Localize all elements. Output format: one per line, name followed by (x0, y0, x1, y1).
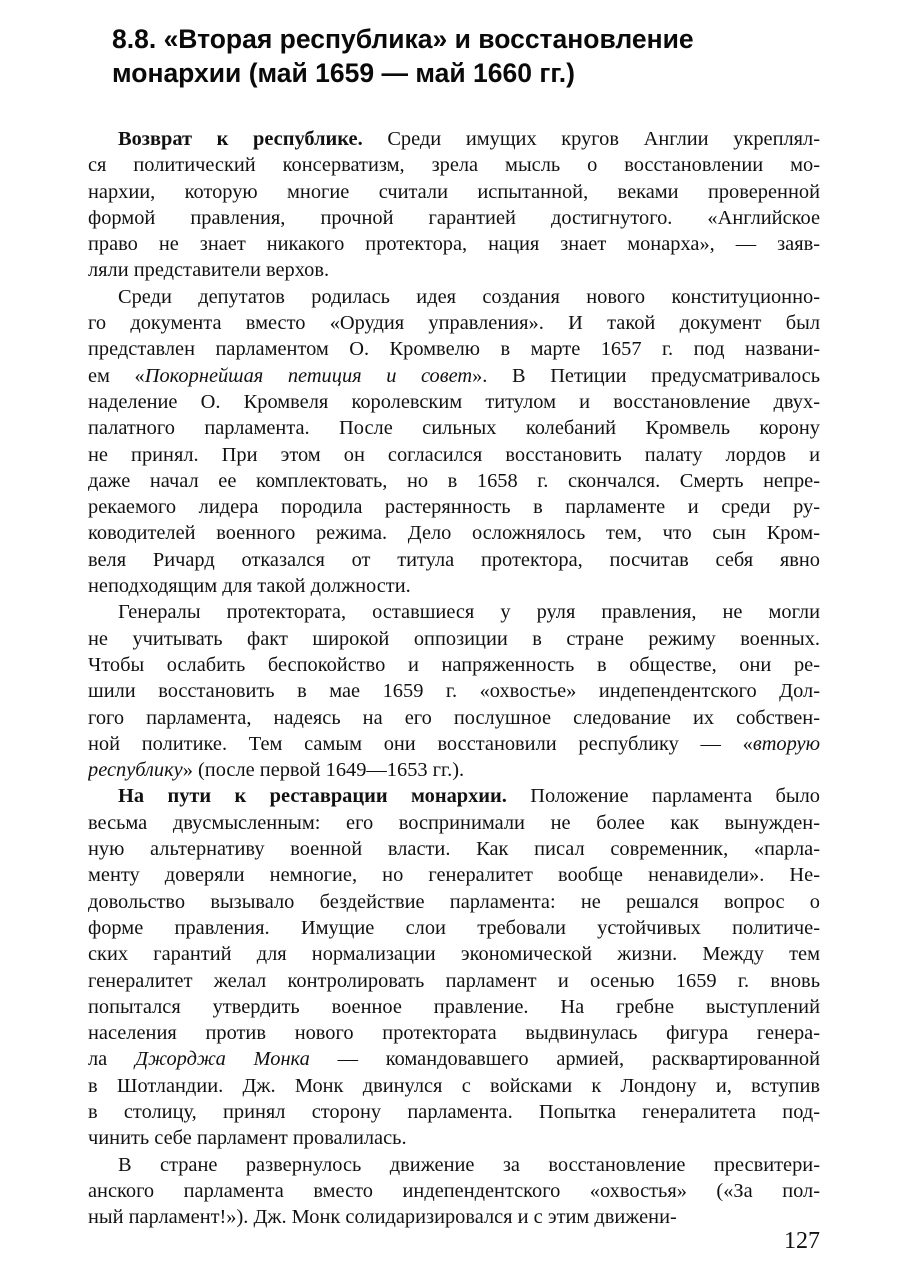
text-run: ла (88, 1048, 136, 1071)
text-run: веля Ричард отказался от титула протектора, посчитав себя явно (88, 548, 820, 571)
text-line (88, 652, 820, 678)
text-line (88, 626, 820, 652)
italic-term: вторую (752, 732, 820, 755)
text-line (88, 1178, 820, 1204)
text-line (88, 915, 820, 941)
text-run: ем « (88, 364, 145, 387)
text-line (88, 731, 820, 757)
text-line (88, 205, 820, 231)
text-line (88, 336, 820, 362)
text-run: палатного парламента. После сильных колебаний Кромвель корону (88, 417, 820, 440)
text-run: менту доверяли немногие, но генералитет вообще ненавидели». Не- (88, 864, 820, 887)
text-run: ный парламент!»). Дж. Монк солидаризировался и с этим движени- (88, 1206, 677, 1229)
text-line (88, 757, 820, 783)
italic-term: Джорджа Монка (135, 1048, 310, 1071)
text-run: не учитывать факт широкой оппозиции в стране режиму военных. (88, 627, 820, 650)
text-line (88, 363, 820, 389)
italic-term: республику (88, 759, 183, 782)
text-line (88, 599, 820, 625)
text-run: право не знает никакого протектора, нация знает монарха», — заяв- (88, 233, 820, 256)
text-run: ководителей военного режима. Дело осложнялось тем, что сын Кром- (88, 522, 820, 545)
text-run: шили восстановить в мае 1659 г. «охвостье» индепендентского Дол- (88, 680, 820, 703)
text-run: попытался утвердить военное правление. На гребне выступлений (88, 995, 820, 1018)
text-run: ских гарантий для нормализации экономической жизни. Между тем (88, 943, 820, 966)
text-run: ляли представители верхов. (88, 259, 330, 282)
text-run: населения против нового протектората выдвинулась фигура генера- (88, 1022, 820, 1045)
text-run: представлен парламентом О. Кромвелю в марте 1657 г. под названи- (88, 338, 820, 361)
text-run: Среди имущих кругов Англии укреплял- (362, 128, 820, 150)
text-line (88, 468, 820, 494)
text-line (88, 1020, 820, 1046)
text-line (88, 415, 820, 441)
paragraph (88, 783, 820, 1151)
text-run: В стране развернулось движение за восстановление пресвитери- (118, 1153, 820, 1176)
page-number: 127 (784, 1228, 820, 1254)
text-line (88, 573, 820, 599)
text-line (88, 705, 820, 731)
text-run: анского парламента вместо индепендентского «охвостья» («За пол- (88, 1179, 820, 1202)
paragraph-heading: Возврат к республике. (118, 128, 363, 150)
italic-term: Покорнейшая петиция и совет (144, 364, 473, 387)
text-line (88, 1073, 820, 1099)
text-run: неподходящим для такой должности. (88, 575, 411, 598)
text-line (88, 889, 820, 915)
text-run: гого парламента, надеясь на его послушное следование их собствен- (88, 706, 820, 729)
text-run: форме правления. Имущие слои требовали устойчивых политиче- (88, 916, 820, 939)
paragraph-heading: На пути к реставрации монархии. (118, 785, 507, 808)
text-run: го документа вместо «Орудия управления». И такой документ был (88, 312, 820, 335)
text-run: формой правления, прочной гарантией достигнутого. «Английское (88, 206, 820, 229)
text-run: наделение О. Кромвеля королевским титулом и восстановление двух- (88, 390, 820, 413)
paragraph (88, 284, 820, 600)
text-line (88, 442, 820, 468)
text-run: не принял. При этом он согласился восстановить палату лордов и (88, 443, 820, 466)
text-line (88, 310, 820, 336)
text-run: в Шотландии. Дж. Монк двинулся с войсками к Лондону и, вступив (88, 1074, 820, 1097)
text-line (88, 284, 820, 310)
text-line (88, 152, 820, 178)
section-title-line-1: 8.8. «Вторая республика» и восстановление (112, 24, 694, 54)
text-line (88, 520, 820, 546)
text-line (88, 257, 820, 283)
text-line (88, 1204, 820, 1230)
text-line (88, 783, 820, 809)
text-run: — командовавшего армией, расквартированной (309, 1048, 820, 1071)
text-line (88, 810, 820, 836)
paragraph (88, 126, 820, 284)
text-line (88, 1125, 820, 1151)
text-line (88, 126, 820, 152)
text-line (88, 994, 820, 1020)
text-line (88, 1152, 820, 1178)
paragraph (88, 1152, 820, 1231)
text-run: ной политике. Тем самым они восстановили республику — « (88, 732, 753, 755)
text-line (88, 179, 820, 205)
section-title (112, 22, 832, 90)
text-run: Положение парламента было (506, 785, 820, 808)
text-run: ную альтернативу военной власти. Как писал современник, «парла- (88, 838, 820, 861)
text-line (88, 678, 820, 704)
text-run: ». В Петиции предусматривалось (472, 364, 820, 387)
text-line (88, 836, 820, 862)
text-run: в столицу, принял сторону парламента. Попытка генералитета под- (88, 1100, 820, 1123)
text-run: весьма двусмысленным: его воспринимали не более как вынужден- (88, 811, 820, 834)
text-run: даже начал ее комплектовать, но в 1658 г. скончался. Смерть непре- (88, 469, 820, 492)
text-line (88, 547, 820, 573)
text-line (88, 1099, 820, 1125)
text-line (88, 389, 820, 415)
text-line (88, 941, 820, 967)
text-line (88, 1046, 820, 1072)
text-run: довольство вызывало бездействие парламента: не решался вопрос о (88, 890, 820, 913)
text-line (88, 968, 820, 994)
text-run: генералитет желал контролировать парламент и осенью 1659 г. вновь (88, 969, 820, 992)
section-title-line-2: монархии (май 1659 — май 1660 гг.) (112, 58, 575, 88)
body-text (88, 126, 820, 1230)
text-run: Среди депутатов родилась идея создания нового конституционно- (118, 285, 820, 308)
text-line (88, 231, 820, 257)
text-run: рекаемого лидера породила растерянность в парламенте и среди ру- (88, 496, 820, 519)
text-run: Генералы протектората, оставшиеся у руля правления, не могли (118, 601, 820, 624)
text-run: чинить себе парламент провалилась. (88, 1127, 407, 1150)
text-line (88, 862, 820, 888)
text-run: » (после первой 1649—1653 гг.). (182, 759, 465, 782)
text-run: Чтобы ослабить беспокойство и напряженность в обществе, они ре- (88, 653, 820, 676)
text-run: ся политический консерватизм, зрела мысль о восстановлении мо- (88, 154, 820, 177)
text-run: нархии, которую многие считали испытанной, веками проверенной (88, 180, 820, 203)
paragraph (88, 599, 820, 783)
text-line (88, 494, 820, 520)
